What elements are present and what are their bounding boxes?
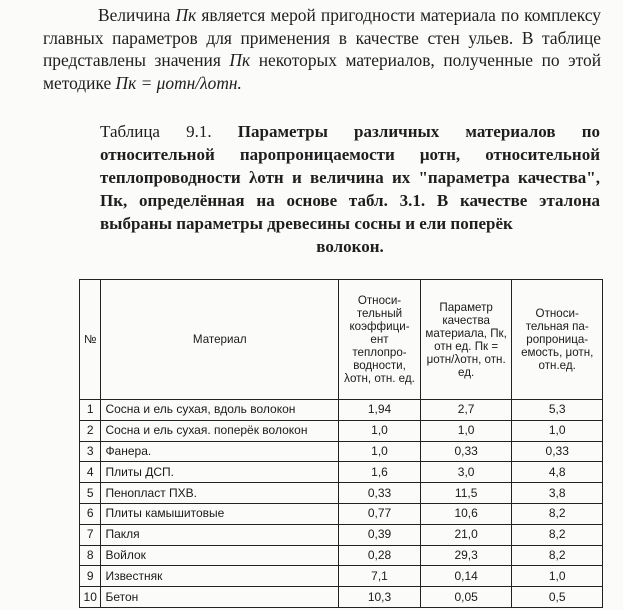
intro-text-2: является мерой пригодности материала по комплексу главных параметров для применения в качестве стен ульев. В таблице представлены значения [43,5,601,70]
vapor-permeability-value: 8,2 [512,545,603,566]
header-thermal-conductivity: Относи-тельный коэффици-ент теплопро-водности, λотн, отн. ед. [339,280,421,400]
header-vapor-permeability: Относи-тельная па-ропроница-емость, μотн, отн.ед. [512,280,603,400]
table-row [80,420,603,441]
quality-value: 1,0 [420,420,512,441]
quality-value: 0,05 [420,587,512,608]
vapor-permeability-value: 3,8 [512,483,603,504]
symbol-pk: Пк [229,50,251,70]
table-row [80,566,603,587]
table-title: Параметры различных материалов по относительной паропроницаемости μотн, относительной теплопроводности λотн и величина их "параметра качества", Пк, определённая на основе табл. 3.1. В качестве эталона выбраны параметры древесины сосны и ели поперёк [100,122,600,233]
material-name: Известняк [101,566,339,587]
thermal-conductivity-value: 0,33 [339,483,421,504]
row-number: 3 [80,441,101,462]
row-number: 9 [80,566,101,587]
vapor-permeability-value: 8,2 [512,503,603,524]
intro-text-1: Величина [98,5,176,25]
vapor-permeability-value: 4,8 [512,462,603,483]
table-row [80,462,603,483]
header-material: Материал [101,280,339,400]
thermal-conductivity-value: 1,0 [339,420,421,441]
quality-value: 0,14 [420,566,512,587]
header-quality-parameter: Параметр качества материала, Пк, отн ед. Пк = μотн/λотн, отн. ед. [420,280,512,400]
table-row [80,524,603,545]
row-number: 6 [80,503,101,524]
row-number: 5 [80,483,101,504]
thermal-conductivity-value: 10,3 [339,587,421,608]
material-name: Фанера. [101,441,339,462]
quality-value: 21,0 [420,524,512,545]
vapor-permeability-value: 0,5 [512,587,603,608]
materials-table [79,279,603,608]
material-name: Войлок [101,545,339,566]
table-row [80,587,603,608]
quality-value: 2,7 [420,400,512,421]
table-header-row [80,280,603,400]
row-number: 4 [80,462,101,483]
quality-value: 3,0 [420,462,512,483]
thermal-conductivity-value: 0,39 [339,524,421,545]
table-row [80,503,603,524]
table-caption [100,120,600,258]
table-row [80,545,603,566]
row-number: 1 [80,400,101,421]
header-num: № [80,280,101,400]
thermal-conductivity-value: 1,6 [339,462,421,483]
vapor-permeability-value: 5,3 [512,400,603,421]
material-name: Плиты камышитовые [101,503,339,524]
thermal-conductivity-value: 1,94 [339,400,421,421]
row-number: 2 [80,420,101,441]
table-body [80,400,603,608]
intro-text-3: некоторых материалов, полученные по этой методике [43,50,602,93]
material-name: Бетон [101,587,339,608]
material-name: Пенопласт ПХВ. [101,483,339,504]
material-name: Сосна и ель сухая. поперёк волокон [101,420,339,441]
thermal-conductivity-value: 7,1 [339,566,421,587]
vapor-permeability-value: 1,0 [512,420,603,441]
row-number: 10 [80,587,101,608]
material-name: Сосна и ель сухая, вдоль волокон [101,400,339,421]
table-label: Таблица 9.1. [100,122,238,141]
quality-value: 29,3 [420,545,512,566]
material-name: Пакля [101,524,339,545]
row-number: 7 [80,524,101,545]
vapor-permeability-value: 0,33 [512,441,603,462]
quality-value: 11,5 [420,483,512,504]
quality-value: 0,33 [420,441,512,462]
thermal-conductivity-value: 1,0 [339,441,421,462]
table-row [80,400,603,421]
intro-paragraph [43,4,601,94]
quality-value: 10,6 [420,503,512,524]
table-row [80,483,603,504]
row-number: 8 [80,545,101,566]
table-row [80,441,603,462]
symbol-pk: Пк [175,5,197,25]
thermal-conductivity-value: 0,28 [339,545,421,566]
vapor-permeability-value: 1,0 [512,566,603,587]
thermal-conductivity-value: 0,77 [339,503,421,524]
formula: Пк = μотн/λотн. [115,72,242,93]
material-name: Плиты ДСП. [101,462,339,483]
vapor-permeability-value: 8,2 [512,524,603,545]
table-title-last-line: волокон. [316,237,384,256]
